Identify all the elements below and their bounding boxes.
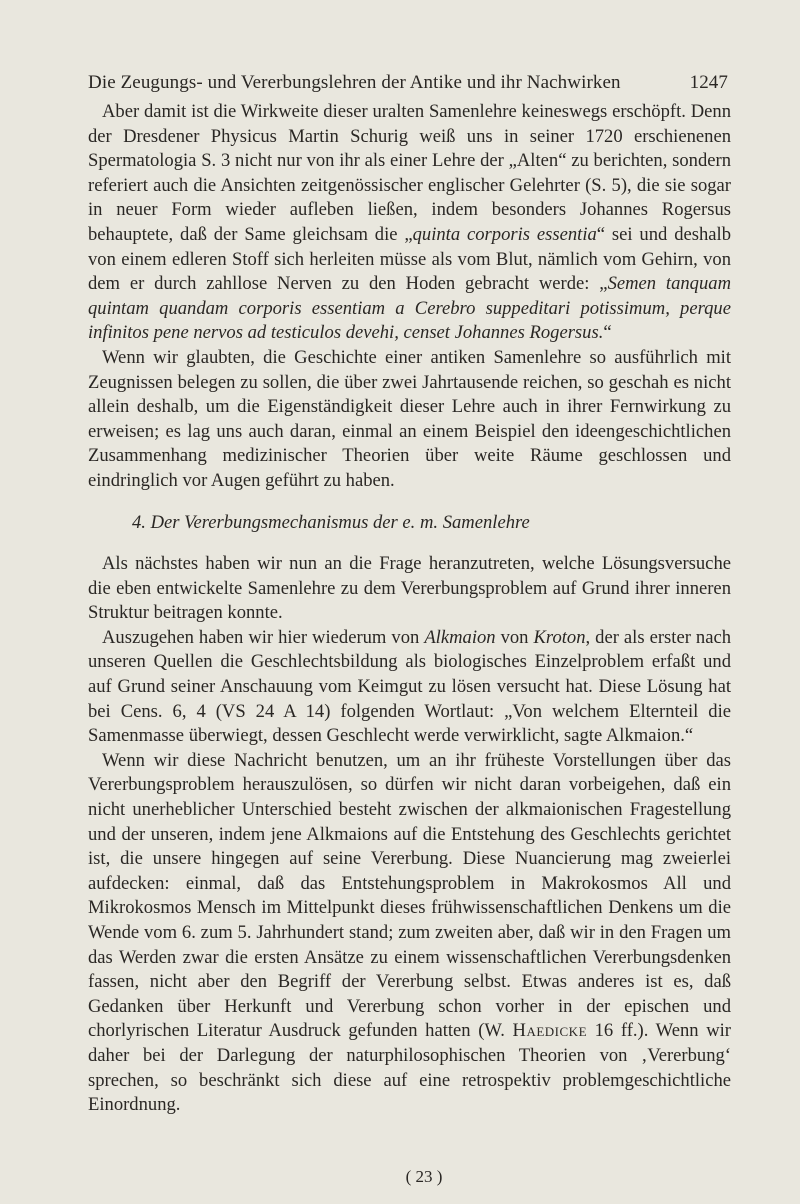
- text-run: 16 ff.). Wenn wir daher bei der Darlegung der naturphilosophischen Theorien von ‚Vererbung‘ sprechen, so beschränkt sich diese auf eine retrospektiv problemgeschichtliche Einordnung.: [88, 1020, 731, 1116]
- text-run: Auszugehen haben wir hier wiederum von: [102, 626, 425, 648]
- section-heading: 4. Der Vererbungsmechanismus der e. m. Samenlehre: [132, 511, 530, 533]
- paragraph-2: Wenn wir glaubten, die Geschichte einer antiken Samenlehre so ausführlich mit Zeugnissen belegen zu sollen, die über zwei Jahrtausende reichen, so geschah es nicht allein deshalb, um die Eigenständigkeit dieser Lehre auch in ihrer Fernwirkung zu erweisen; es lag uns auch daran, einmal an einem Beispiel den ideengeschichtlichen Zusammenhang medizinischer Theorien über weite Räume geschlossen und eindringlich vor Augen geführt zu haben.: [88, 346, 731, 491]
- paragraph-3: Als nächstes haben wir nun an die Frage heranzutreten, welche Lösungsversuche die eben entwickelte Samenlehre zu dem Vererbungsproblem auf Grund ihrer inneren Struktur beitragen konnte.: [88, 553, 731, 624]
- smallcaps-author: Haedicke: [512, 1020, 588, 1042]
- text-run: Aber damit ist die Wirkweite dieser uralten Samenlehre keineswegs erschöpft. Denn der Dresdener Physicus Martin Schurig weiß uns in seiner 1720 erschienenen Spermatologia S. 3 nicht nur von ihr als einer Lehre der „Alten“ zu berichten, sondern referiert auch die Ansichten zeitgenössischer englischer Gelehrter (S. 5), die sie sogar in neuer Form wieder aufleben ließen, indem besonders Johannes Rogersus behauptete, daß der Same gleichsam die „: [88, 101, 731, 245]
- italic-latin-phrase: quinta corporis essentia: [412, 223, 597, 245]
- running-title: Die Zeugungs- und Vererbungslehren der Antike und ihr Nachwirken: [88, 72, 621, 93]
- italic-name: Alkmaion: [424, 626, 496, 648]
- body-text: [88, 100, 731, 1118]
- text-run: Wenn wir diese Nachricht benutzen, um an ihr früheste Vorstellungen über das Vererbungsproblem herauszulösen, so dürfen wir nicht daran vorbeigehen, daß ein nicht unerheblicher Unterschied besteht zwischen der alkmaionischen Fragestellung und der unseren, indem jene Alkmaions auf die Entstehung des Geschlechts gerichtet ist, die unsere hingegen auf seine Vererbung. Diese Nuancierung mag zweierlei aufdecken: einmal, daß das Entstehungsproblem in Makrokosmos All und Mikrokosmos Mensch im Mittelpunkt dieses frühwissenschaftlichen Denkens um die Wende vom 6. zum 5. Jahrhundert stand; zum zweiten aber, daß wir in den Fragen um das Werden zwar die ersten Ansätze zu einem wissenschaftlichen Vererbungsdenken fassen, nicht aber den Begriff der Vererbung selbst. Etwas anderes ist es, daß Gedanken über Herkunft und Vererbung schon vorher in der epischen und chorlyrischen Literatur Ausdruck gefunden hatten (W.: [88, 749, 731, 1042]
- paragraph-1: [88, 100, 731, 346]
- paragraph-4: [88, 626, 731, 749]
- italic-latin-quote: Semen tanquam quintam quandam corporis essentiam a Cerebro suppeditari potissimum, perque infinitos pene nervos ad testiculos devehi, censet Johannes Rogersus.: [88, 273, 731, 344]
- text-run: “: [603, 322, 612, 344]
- text-run: “ sei und deshalb von einem edleren Stoff sich herleiten müsse als vom Blut, nämlich vom Gehirn, von dem er durch zahllose Nerven zu den Hoden gebracht werde: „: [88, 223, 731, 295]
- page-footer-number: ( 23 ): [405, 1167, 443, 1186]
- page-number: 1247: [689, 72, 728, 93]
- running-header: [88, 72, 728, 94]
- text-run: , der als erster nach unseren Quellen die Geschlechtsbildung als biologisches Einzelproblem erfaßt und auf Grund seiner Anschauung vom Keimgut zu lösen versucht hat. Diese Lösung hat bei Cens. 6, 4 (VS 24 A 14) folgenden Wortlaut: „Von welchem Elternteil die Samenmasse überwiegt, dessen Geschlecht werde verwirklicht, sagte Alkmaion.“: [88, 626, 732, 747]
- italic-place: Kroton: [533, 626, 586, 648]
- text-run: von: [495, 626, 534, 648]
- paragraph-5: [88, 749, 731, 1118]
